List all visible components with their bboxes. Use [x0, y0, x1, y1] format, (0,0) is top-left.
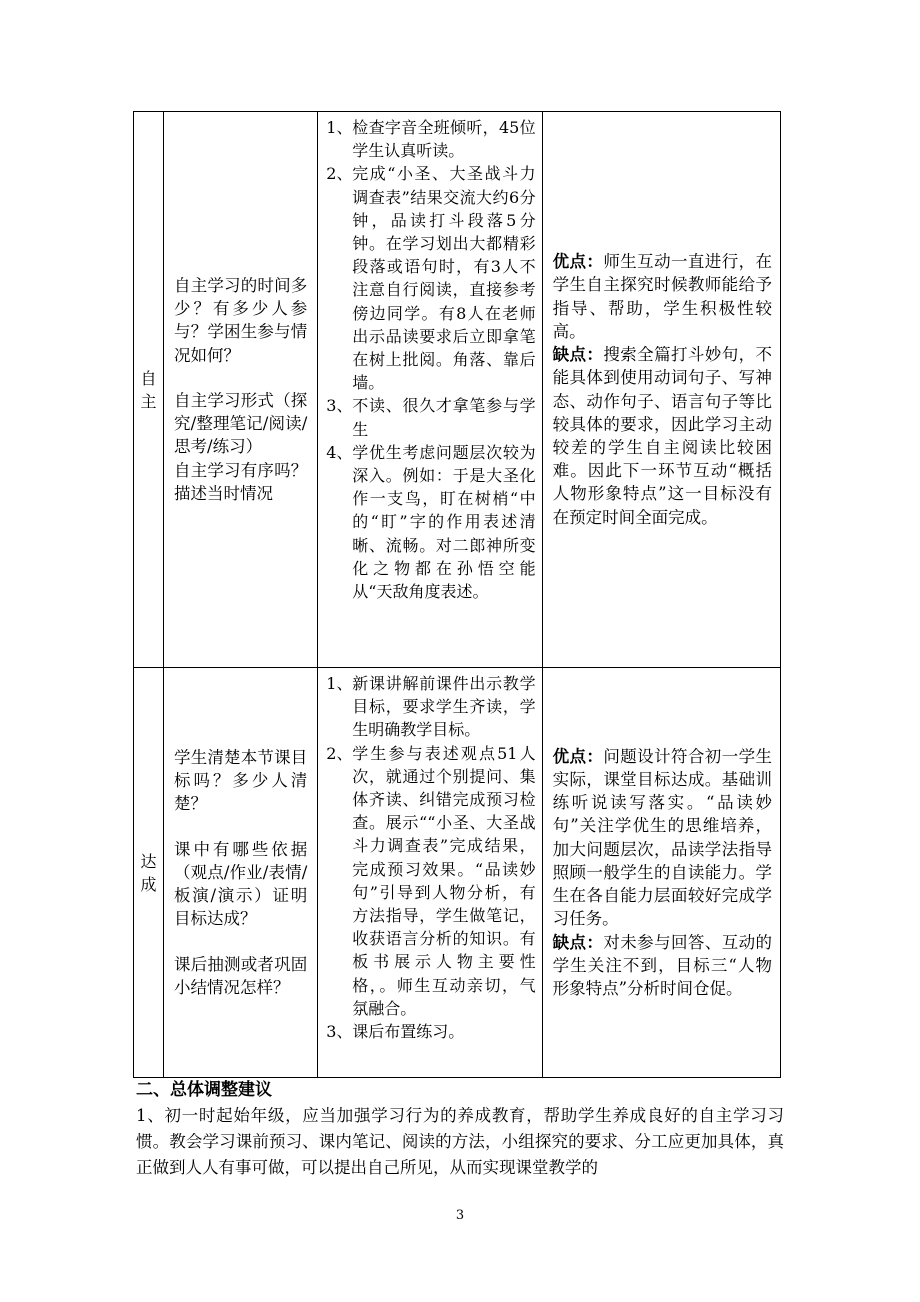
- question-text: 课后抽测或者巩固小结情况怎样？: [174, 954, 308, 997]
- row-category: [134, 112, 164, 668]
- evidence-item: 3、 课后布置练习。: [326, 1022, 465, 1042]
- category-label: 达 成: [140, 851, 157, 894]
- evidence-item: 1、 新课讲解前课件出示教学目标，要求学生齐读，学生明确教学目标。: [326, 674, 536, 740]
- judgement-bad: 缺点：对未参与回答、互动的学生关注不到，目标三“人物形象特点”分析时间仓促。: [552, 932, 773, 998]
- page-number: 3: [455, 1208, 465, 1223]
- evidence-item: 4、 学优生考虑问题层次较为深入。例如：于是大圣化作一支鸟，盯在树梢“中的“盯”字的作用表述清晰、流畅。对二郎神所变化之物都在孙悟空能从“天敌角度表述。: [326, 442, 536, 602]
- judgement-good: 优点：师生互动一直进行，在学生自主探究时候教师能给予指导、帮助，学生积极性较高。: [552, 252, 773, 341]
- observation-judgement: [542, 112, 780, 668]
- judgement-good: 优点：问题设计符合初一学生实际，课堂目标达成。基础训练听说读写落实。“品读妙句”关注学优生的思维培养，加大问题层次，品读学法指导照顾一般学生的自读能力。学生在各自能力层面较好完成学习任务。: [552, 746, 773, 929]
- table-row-self-study: [134, 112, 781, 668]
- evidence-item: 2、 完成“小圣、大圣战斗力调查表”结果交流大约6分钟，品读打斗段落5分钟。在学习划出大都精彩段落或语句时，有3人不注意自行阅读，直接参考傍边同学。有8人在老师出示品读要求后立即拿笔在树上批阅。角落、靠后墙。: [326, 164, 536, 393]
- question-text: 自主学习的时间多少？有多少人参与？学困生参与情况如何？: [174, 276, 308, 365]
- evidence-item: 2、 学生参与表述观点51人次，就通过个别提问、集体齐读、纠错完成预习检查。展示““小圣、大圣战斗力调查表”完成结果，完成预习效果。“品读妙句”引导到人物分析，有方法指导，学生做笔记，收获语言分析的知识。有板书展示人物主要性格，。师生互动亲切，气氛融合。: [326, 743, 536, 1018]
- judgement-bad: 缺点：搜索全篇打斗妙句，不能具体到使用动词句子、写神态、动作句子、语言句子等比较具体的要求，因此学习主动较差的学生自主阅读比较困难。因此下一环节互动“概括人物形象特点”这一目标没有在预定时间全面完成。: [552, 345, 773, 527]
- question-text: 自主学习有序吗？描述当时情况: [174, 460, 308, 503]
- table-row-achievement: [134, 668, 781, 1078]
- category-label: 自 主: [140, 368, 157, 411]
- row-category: [134, 668, 164, 1078]
- observation-questions: [164, 112, 318, 668]
- question-text: 课中有哪些依据（观点/作业/表情/板演/演示）证明目标达成？: [174, 839, 308, 929]
- observation-questions: [164, 668, 318, 1078]
- section-paragraph: 1、初一时起始年级，应当加强学习行为的养成教育，帮助学生养成良好的自主学习习惯。教会学习课前预习、课内笔记、阅读的方法，小组探究的要求、分工应更加具体，真正做到人人有事可做，可以提出自己所见，从而实现课堂教学的: [136, 1106, 784, 1177]
- question-text: 学生清楚本节课目标吗？多少人清楚？: [174, 748, 308, 814]
- evidence-item: 1、 检查字音全班倾听，45位学生认真听读。: [326, 118, 536, 161]
- observation-evidence: [318, 112, 542, 668]
- section-heading: 二、总体调整建议: [136, 1080, 272, 1100]
- question-text: 自主学习形式（探究/整理笔记/阅读/思考/练习）: [174, 390, 308, 457]
- observation-table: [133, 111, 781, 1078]
- evidence-item: 3、 不读、很久才拿笔参与学生: [326, 396, 536, 439]
- observation-judgement: [542, 668, 780, 1078]
- observation-evidence: [318, 668, 542, 1078]
